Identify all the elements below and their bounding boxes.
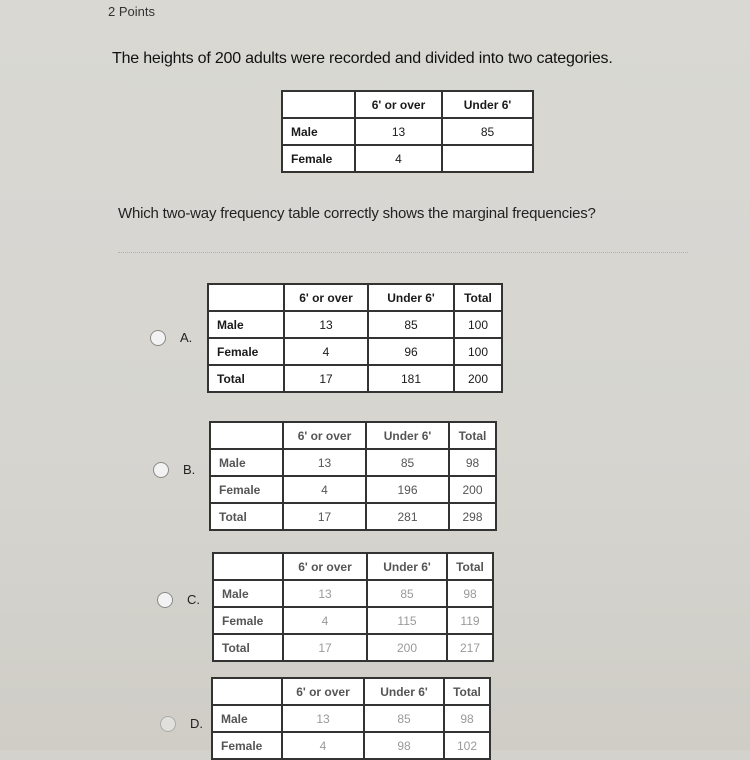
table-cell: 85 <box>364 705 444 732</box>
header-cell: 6' or over <box>283 553 367 580</box>
table-cell: 98 <box>447 580 493 607</box>
table-cell: 100 <box>454 338 502 365</box>
table-cell: 13 <box>355 118 442 145</box>
option-letter: C. <box>187 592 200 607</box>
table-cell: 298 <box>449 503 496 530</box>
divider <box>118 252 688 253</box>
row-label: Female <box>213 607 283 634</box>
header-cell: Total <box>454 284 502 311</box>
header-blank-cell <box>210 422 283 449</box>
table-row <box>213 607 493 634</box>
table-row <box>210 449 496 476</box>
table-cell: 4 <box>355 145 442 172</box>
table-cell: 13 <box>282 705 364 732</box>
table-cell: 85 <box>368 311 454 338</box>
table-cell: 281 <box>366 503 449 530</box>
table-row <box>210 503 496 530</box>
row-label: Female <box>208 338 284 365</box>
row-label: Female <box>282 145 355 172</box>
header-cell: Under 6' <box>366 422 449 449</box>
header-cell: Total <box>444 678 490 705</box>
header-blank-cell <box>213 553 283 580</box>
option-b-table <box>209 421 497 531</box>
table-header-row <box>210 422 496 449</box>
table-cell <box>442 145 533 172</box>
header-cell: Under 6' <box>364 678 444 705</box>
given-table <box>281 90 534 173</box>
question-text: The heights of 200 adults were recorded and divided into two categories. <box>112 50 613 67</box>
table-cell: 96 <box>368 338 454 365</box>
radio-button-b[interactable] <box>153 462 169 478</box>
table-cell: 98 <box>364 732 444 759</box>
table-cell: 85 <box>366 449 449 476</box>
table-cell: 196 <box>366 476 449 503</box>
header-blank-cell <box>282 91 355 118</box>
option-letter: D. <box>190 716 203 731</box>
table-header-row <box>213 553 493 580</box>
prompt-text: Which two-way frequency table correctly shows the marginal frequencies? <box>118 205 596 222</box>
option-a-table <box>207 283 503 393</box>
table-row <box>210 476 496 503</box>
radio-button-c[interactable] <box>157 592 173 608</box>
table-cell: 13 <box>284 311 368 338</box>
row-label: Male <box>213 580 283 607</box>
table-row <box>208 365 502 392</box>
table-row <box>208 338 502 365</box>
row-label: Female <box>210 476 283 503</box>
option-c-table <box>212 552 494 662</box>
row-label: Total <box>213 634 283 661</box>
table-cell: 17 <box>284 365 368 392</box>
option-letter: A. <box>180 330 193 345</box>
row-label: Male <box>282 118 355 145</box>
table-row <box>282 118 533 145</box>
table-cell: 4 <box>283 476 366 503</box>
header-cell: 6' or over <box>355 91 442 118</box>
row-label: Total <box>210 503 283 530</box>
header-cell: Total <box>447 553 493 580</box>
header-cell: 6' or over <box>283 422 366 449</box>
header-cell: Under 6' <box>368 284 454 311</box>
table-cell: 85 <box>442 118 533 145</box>
table-cell: 119 <box>447 607 493 634</box>
table-row <box>213 634 493 661</box>
table-cell: 13 <box>283 449 366 476</box>
table-cell: 4 <box>282 732 364 759</box>
table-cell: 85 <box>367 580 447 607</box>
header-blank-cell <box>212 678 282 705</box>
header-blank-cell <box>208 284 284 311</box>
row-label: Total <box>208 365 284 392</box>
table-cell: 98 <box>444 705 490 732</box>
table-cell: 200 <box>367 634 447 661</box>
table-cell: 217 <box>447 634 493 661</box>
points-label: 2 Points <box>108 4 155 19</box>
table-cell: 4 <box>284 338 368 365</box>
radio-button-a[interactable] <box>150 330 166 346</box>
header-cell: 6' or over <box>284 284 368 311</box>
table-row <box>213 580 493 607</box>
table-cell: 181 <box>368 365 454 392</box>
table-cell: 17 <box>283 634 367 661</box>
table-cell: 17 <box>283 503 366 530</box>
table-row <box>282 145 533 172</box>
table-header-row <box>208 284 502 311</box>
table-cell: 4 <box>283 607 367 634</box>
table-cell: 100 <box>454 311 502 338</box>
row-label: Male <box>212 705 282 732</box>
table-cell: 102 <box>444 732 490 759</box>
header-cell: Under 6' <box>367 553 447 580</box>
table-cell: 98 <box>449 449 496 476</box>
table-row <box>212 732 490 759</box>
table-row <box>212 705 490 732</box>
table-header-row <box>282 91 533 118</box>
header-cell: Total <box>449 422 496 449</box>
table-cell: 13 <box>283 580 367 607</box>
table-header-row <box>212 678 490 705</box>
table-cell: 200 <box>449 476 496 503</box>
row-label: Female <box>212 732 282 759</box>
header-cell: 6' or over <box>282 678 364 705</box>
table-row <box>208 311 502 338</box>
header-cell: Under 6' <box>442 91 533 118</box>
radio-button-d[interactable] <box>160 716 176 732</box>
row-label: Male <box>208 311 284 338</box>
table-cell: 200 <box>454 365 502 392</box>
option-letter: B. <box>183 462 196 477</box>
row-label: Male <box>210 449 283 476</box>
option-d-table <box>211 677 491 760</box>
table-cell: 115 <box>367 607 447 634</box>
